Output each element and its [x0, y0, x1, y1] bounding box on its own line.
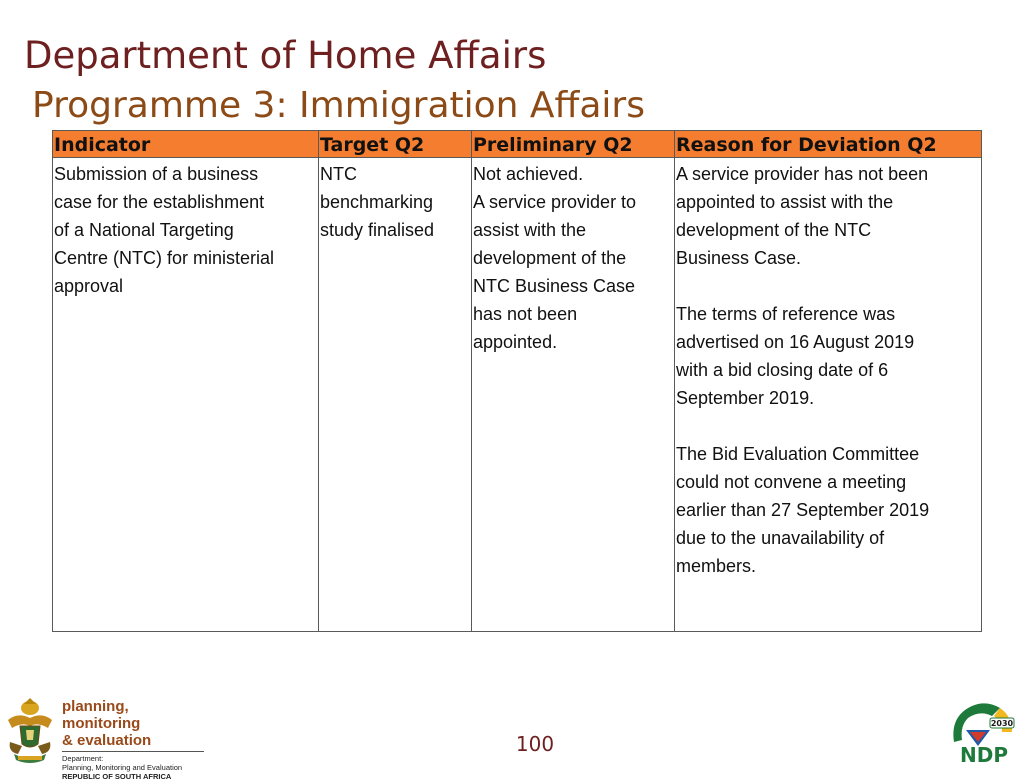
- ndp-year: 2030: [990, 719, 1014, 728]
- indicator-text: Submission of a business case for the establishment of a National Targeting Centre (NTC) for ministerial approval: [54, 164, 275, 296]
- cell-target: [319, 158, 472, 632]
- page-subtitle: Programme 3: Immigration Affairs: [32, 85, 645, 126]
- logo-small-1: Department:: [62, 754, 104, 763]
- column-header-reason: Reason for Deviation Q2: [675, 131, 982, 158]
- reason-paragraph-3: The Bid Evaluation Committee could not convene a meeting earlier than 27 September 2019 due to the unavailability of members.: [676, 444, 930, 576]
- logo-line-2: & evaluation: [62, 732, 152, 749]
- preliminary-text: Not achieved. A service provider to assist with the development of the NTC Business Case has not been appointed.: [473, 164, 637, 352]
- indicator-table: [52, 130, 982, 632]
- coat-of-arms-icon: [4, 698, 56, 764]
- cell-reason: [675, 158, 982, 632]
- ndp-logo-icon: [946, 696, 1018, 767]
- ndp-text: NDP: [960, 743, 1008, 767]
- reason-paragraph-1: A service provider has not been appointed to assist with the development of the NTC Business Case.: [676, 164, 929, 268]
- page-number: 100: [515, 732, 555, 756]
- target-text: NTC benchmarking study finalised: [320, 164, 435, 240]
- logo-divider: [62, 751, 204, 752]
- logo-line-1: planning, monitoring: [62, 698, 141, 732]
- cell-preliminary: [472, 158, 675, 632]
- reason-paragraph-2: The terms of reference was advertised on 16 August 2019 with a bid closing date of 6 September 2019.: [676, 304, 915, 408]
- column-header-target: Target Q2: [319, 131, 472, 158]
- column-header-indicator: Indicator: [53, 131, 319, 158]
- table-header-row: [53, 131, 982, 158]
- logo-small-2: Planning, Monitoring and Evaluation: [62, 763, 183, 772]
- page-title: Department of Home Affairs: [24, 34, 547, 77]
- dpme-logo-text: [62, 698, 204, 781]
- dpme-logo: [4, 698, 204, 781]
- cell-indicator: [53, 158, 319, 632]
- logo-small-3: REPUBLIC OF SOUTH AFRICA: [62, 772, 172, 781]
- table-row: [53, 158, 982, 632]
- column-header-preliminary: Preliminary Q2: [472, 131, 675, 158]
